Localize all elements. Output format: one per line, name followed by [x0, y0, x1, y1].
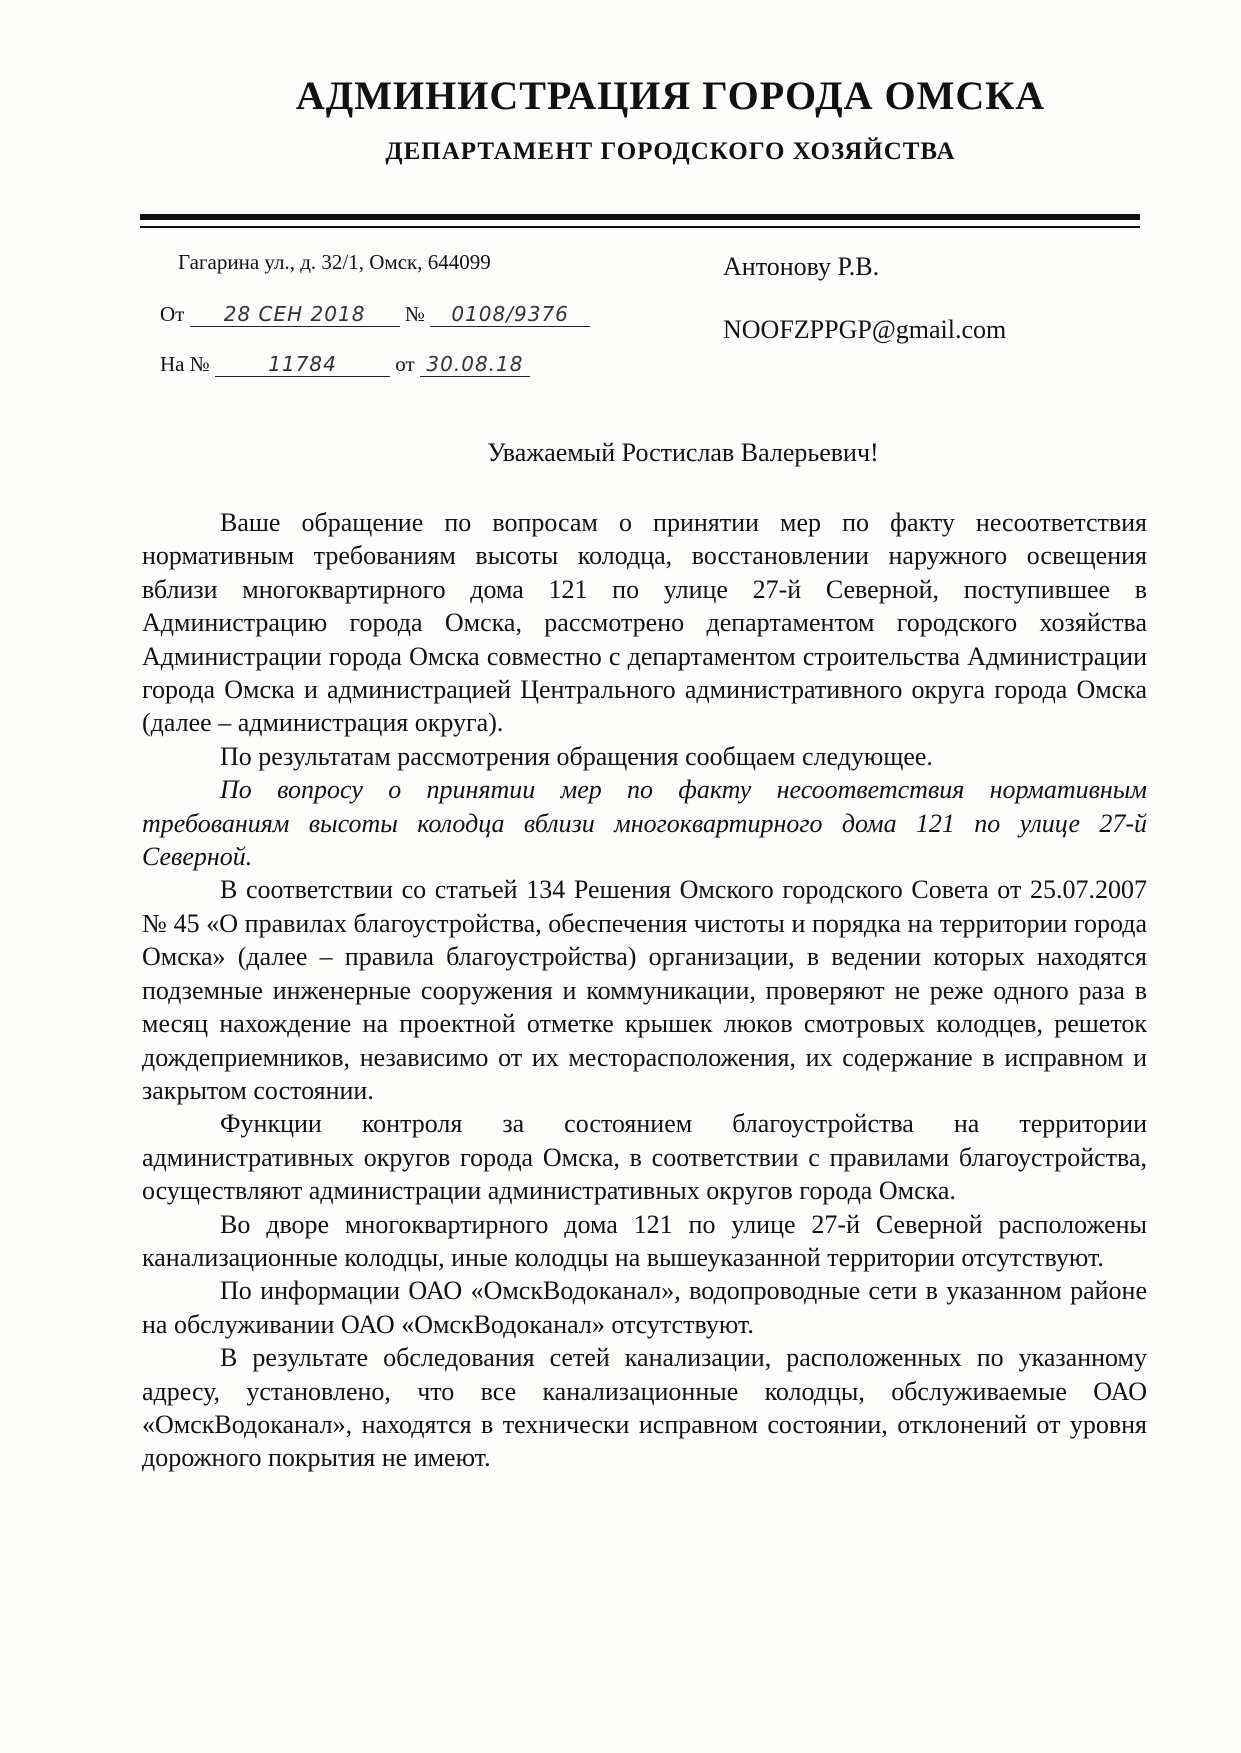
- from-date: 28 СЕН 2018: [190, 302, 400, 327]
- ref-label: На №: [160, 352, 210, 376]
- paragraph: По результатам рассмотрения обращения сообщаем следующее.: [220, 741, 933, 771]
- outgoing-number: 0108/9376: [430, 302, 590, 327]
- sender-address: Гагарина ул., д. 32/1, Омск, 644099: [178, 250, 491, 274]
- letter-body: [142, 506, 1147, 1475]
- header-rule-thin: [140, 226, 1140, 228]
- greeting: Уважаемый Ростислав Валерьевич!: [487, 438, 879, 467]
- reference-line: [160, 352, 530, 377]
- ref-from-label: от: [395, 352, 415, 376]
- paragraph-heading: По вопросу о принятии мер по факту несоответствия нормативным требованиям высоты колодца вблизи многоквартирного дома 121 по улице 27-й Северной.: [142, 775, 1147, 872]
- paragraph: Функции контроля за состоянием благоустройства на территории административных округов города Омска, в соответствии с правилами благоустройства, осуществляют администрации административных округов города Омска.: [142, 1109, 1147, 1206]
- paragraph: Ваше обращение по вопросам о принятии мер по факту несоответствия нормативным требованиям высоты колодца, восстановлении наружного освещения вблизи многоквартирного дома 121 по улице 27-й Северной, поступившее в Администрацию города Омска, рассмотрено департаментом городского хозяйства Администрации города Омска совместно с департаментом строительства Администрации города Омска и администрацией Центрального административного округа города Омска (далее – администрация округа).: [142, 508, 1147, 738]
- paragraph: По информации ОАО «ОмскВодоканал», водопроводные сети в указанном районе на обслуживании ОАО «ОмскВодоканал» отсутствуют.: [142, 1276, 1147, 1339]
- recipient-name: Антонову Р.В.: [723, 252, 880, 281]
- ref-number: 11784: [215, 352, 390, 377]
- recipient-email: NOOFZPPGP@gmail.com: [723, 315, 1007, 344]
- from-label: От: [160, 302, 185, 326]
- ref-date: 30.08.18: [420, 352, 530, 377]
- department-title: ДЕПАРТАМЕНТ ГОРОДСКОГО ХОЗЯЙСТВА: [385, 138, 956, 165]
- paragraph: Во дворе многоквартирного дома 121 по улице 27-й Северной расположены канализационные колодцы, иные колодцы на вышеуказанной территории отсутствуют.: [142, 1209, 1147, 1272]
- paragraph: В соответствии со статьей 134 Решения Омского городского Совета от 25.07.2007 № 45 «О правилах благоустройства, обеспечения чистоты и порядка на территории города Омска» (далее – правила благоустройства) организации, в ведении которых находятся подземные инженерные сооружения и коммуникации, проверяют не реже одного раза в месяц нахождение на проектной отметке крышек люков смотровых колодцев, решеток дождеприемников, независимо от их месторасположения, их содержание в исправном и закрытом состоянии.: [142, 875, 1147, 1105]
- number-label: №: [404, 302, 425, 326]
- paragraph: В результате обследования сетей канализации, расположенных по указанному адресу, установлено, что все канализационные колодцы, обслуживаемые ОАО «ОмскВодоканал», находятся в технически исправном состоянии, отклонений от уровня дорожного покрытия не имеют.: [142, 1343, 1147, 1473]
- organization-title: АДМИНИСТРАЦИЯ ГОРОДА ОМСКА: [295, 73, 1046, 118]
- registration-line: [160, 302, 590, 327]
- header-rule-thick: [140, 214, 1140, 220]
